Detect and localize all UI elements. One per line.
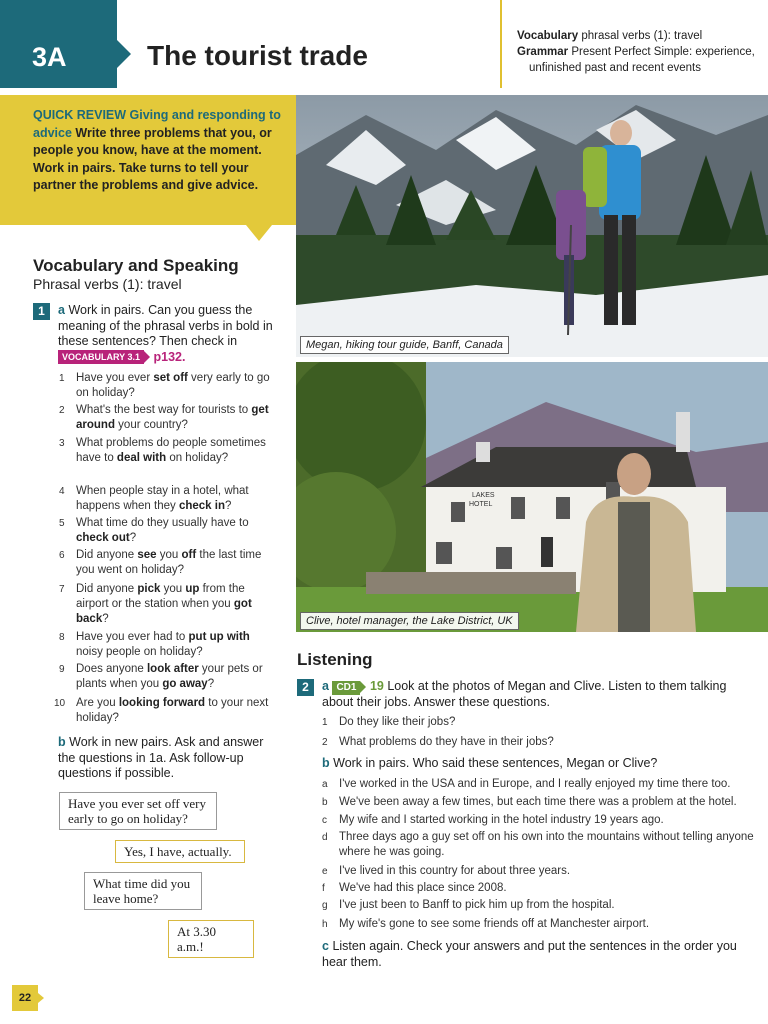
phrasal-verb: off [181, 549, 197, 561]
question-item [59, 436, 274, 466]
sentence-letter: e [322, 866, 328, 877]
question-number: 3 [59, 438, 65, 449]
phrasal-verb: got back [76, 598, 252, 625]
question-number: 5 [59, 518, 65, 529]
question-number: 9 [59, 664, 65, 675]
question-item [59, 630, 274, 660]
question-text: ? [207, 678, 215, 690]
sentence-letter: c [322, 815, 327, 826]
sentence-letter: h [322, 919, 328, 930]
exercise-1a-text: Work in pairs. Can you guess the meaning of the phrasal verbs in bold in these sentences? Then check in [58, 303, 273, 348]
quick-review-box [0, 95, 296, 225]
sentence-item [322, 830, 754, 860]
question-item [54, 696, 274, 726]
sentence-item [322, 777, 754, 792]
page-reference[interactable]: p132. [153, 349, 186, 364]
phrasal-verb: check in [178, 500, 225, 512]
section-heading-listening: Listening [297, 650, 373, 669]
quick-review-body: Write three problems that you, or people you know, have at the moment. Work in pairs. Take turns to tell your partner the problems and give advice. [33, 125, 272, 192]
vocab-text: phrasal verbs (1): travel [581, 30, 703, 42]
listening-question [322, 715, 749, 730]
question-number: 8 [59, 632, 65, 643]
exercise-2c [322, 939, 742, 970]
unit-banner-arrow [117, 40, 131, 68]
speech-bubble: Have you ever set off very early to go on holiday? [59, 792, 217, 830]
phrasal-verb: check out [76, 532, 130, 544]
page-number-arrow [38, 993, 44, 1003]
page-number: 22 [12, 985, 38, 1011]
question-text: very early to go on holiday? [76, 372, 270, 399]
exercise-1b [58, 735, 278, 782]
sentence-text: Three days ago a guy set off on his own into the mountains without telling anyone where he was going. [339, 831, 754, 858]
phrasal-verb: up [185, 583, 200, 595]
sentence-item [322, 795, 754, 810]
question-text: Does anyone [76, 663, 147, 675]
sentence-item [322, 813, 754, 828]
header-divider [500, 0, 502, 88]
question-text: your pets or plants when you [76, 663, 263, 690]
sentence-item [322, 881, 754, 896]
question-text: ? [224, 500, 232, 512]
question-text: What problems do they have in their jobs? [339, 736, 554, 748]
hiking-scene [296, 95, 768, 357]
grammar-label: Grammar [517, 46, 569, 58]
phrasal-verb: looking forward [118, 697, 206, 709]
question-number: 2 [59, 405, 65, 416]
question-text: What problems do people sometimes have to [76, 437, 266, 464]
question-item [59, 484, 274, 514]
cd-tag[interactable]: CD1 [332, 681, 360, 695]
audio-arrow-icon [360, 681, 366, 693]
sentence-text: My wife's gone to see some friends off at Manchester airport. [339, 918, 650, 930]
question-text: ? [102, 613, 109, 625]
question-text: What's the best way for tourists to [76, 404, 252, 416]
exercise-2a [322, 679, 752, 711]
vocabulary-reference-tag[interactable]: VOCABULARY 3.1 [58, 350, 144, 364]
question-item [59, 371, 274, 401]
question-item [59, 662, 274, 692]
question-item [59, 403, 274, 433]
question-item [59, 516, 274, 546]
photo-caption: Megan, hiking tour guide, Banff, Canada [300, 336, 509, 354]
question-text: Have you ever had to [76, 631, 189, 643]
section-subheading-vocabulary: Phrasal verbs (1): travel [33, 276, 182, 292]
phrasal-verb: set off [153, 372, 188, 384]
phrasal-verb: pick [137, 583, 161, 595]
exercise-2b-text: Work in pairs. Who said these sentences, Megan or Clive? [333, 756, 658, 770]
phrasal-verb: deal with [116, 452, 167, 464]
exercise-number-2: 2 [297, 679, 314, 696]
unit-code: 3A [32, 42, 67, 72]
sentence-text: We've had this place since 2008. [339, 882, 507, 894]
exercise-1a [58, 303, 278, 365]
question-number: 10 [54, 698, 66, 709]
exercise-letter: b [322, 756, 330, 770]
question-number: 4 [59, 486, 65, 497]
sentence-letter: d [322, 832, 328, 843]
exercise-2c-text: Listen again. Check your answers and put the sentences in the order you hear them. [322, 939, 737, 969]
question-text: When people stay in a hotel, what happens when they [76, 485, 249, 512]
sentence-letter: b [322, 797, 328, 808]
phrasal-verb: see [137, 549, 157, 561]
page-title: The tourist trade [147, 40, 368, 71]
header-info [517, 28, 767, 76]
reference-arrow-icon [144, 351, 150, 363]
sentence-text: I've just been to Banff to pick him up from the hospital. [339, 899, 615, 911]
exercise-2b [322, 756, 752, 772]
sentence-letter: f [322, 883, 325, 894]
grammar-text: Present Perfect Simple: experience, [571, 46, 755, 58]
exercise-letter: a [58, 303, 65, 317]
hotel-sign-line1: LAKES [472, 492, 495, 499]
sentence-text: My wife and I started working in the hotel industry 19 years ago. [339, 814, 664, 826]
phrasal-verb: go away [162, 678, 208, 690]
section-heading-vocabulary: Vocabulary and Speaking [33, 256, 239, 275]
hotel-sign-line2: HOTEL [469, 501, 493, 508]
sentence-text: I've lived in this country for about three years. [339, 865, 571, 877]
exercise-letter: c [322, 939, 329, 953]
sentence-item [322, 917, 754, 932]
sentence-text: I've worked in the USA and in Europe, and I really enjoyed my time there too. [339, 778, 731, 790]
question-item [59, 548, 274, 578]
exercise-2a-text: Look at the photos of Megan and Clive. Listen to them talking about their jobs. Answer these questions. [322, 679, 727, 709]
exercise-letter: a [322, 679, 329, 693]
sentence-item [322, 898, 754, 913]
question-text: noisy people on holiday? [76, 646, 203, 658]
listening-question [322, 735, 749, 750]
speech-bubble: Yes, I have, actually. [115, 840, 245, 863]
exercise-number-1: 1 [33, 303, 50, 320]
photo-caption: Clive, hotel manager, the Lake District, UK [300, 612, 519, 630]
sentence-letter: g [322, 900, 328, 911]
question-number: 6 [59, 550, 65, 561]
question-number: 1 [59, 373, 65, 384]
question-text: ? [129, 532, 137, 544]
question-text: the last time you went on holiday? [76, 549, 262, 576]
question-number: 1 [322, 717, 328, 728]
sentence-letter: a [322, 779, 328, 790]
photo-megan-hiking [296, 95, 768, 357]
photo-clive-hotel [296, 362, 768, 632]
speech-bubble: At 3.30 a.m.! [168, 920, 254, 958]
cd-track-number: 19 [369, 679, 384, 693]
hotel-scene [296, 362, 768, 632]
question-text: Did anyone [76, 549, 138, 561]
question-text: What time do they usually have to [76, 517, 249, 529]
sentence-text: We've been away a few times, but each time there was a problem at the hotel. [339, 796, 737, 808]
quick-review-notch [246, 225, 272, 241]
exercise-1b-text: Work in new pairs. Ask and answer the questions in 1a. Ask follow-up questions if possible. [58, 735, 264, 780]
question-number: 2 [322, 737, 328, 748]
sentence-item [322, 864, 754, 879]
question-item [59, 582, 274, 627]
question-text: from the airport or the station when you [76, 583, 245, 610]
question-number: 7 [59, 584, 65, 595]
question-text: you [160, 583, 186, 595]
speech-bubble: What time did you leave home? [84, 872, 202, 910]
exercise-letter: b [58, 735, 66, 749]
question-text: you [156, 549, 182, 561]
question-text: Have you ever [76, 372, 154, 384]
question-text: Are you [76, 697, 119, 709]
question-text: Do they like their jobs? [339, 716, 456, 728]
question-text: on holiday? [166, 452, 229, 464]
grammar-text-2: unfinished past and recent events [529, 62, 701, 74]
quick-review-heading: QUICK REVIEW Giving and responding to advice [33, 108, 281, 140]
question-text: your country? [114, 419, 188, 431]
phrasal-verb: look after [146, 663, 199, 675]
vocab-label: Vocabulary [517, 30, 579, 42]
phrasal-verb: get around [76, 404, 269, 431]
question-text: to your next holiday? [76, 697, 269, 724]
phrasal-verb: put up with [188, 631, 250, 643]
question-text: Did anyone [76, 583, 138, 595]
